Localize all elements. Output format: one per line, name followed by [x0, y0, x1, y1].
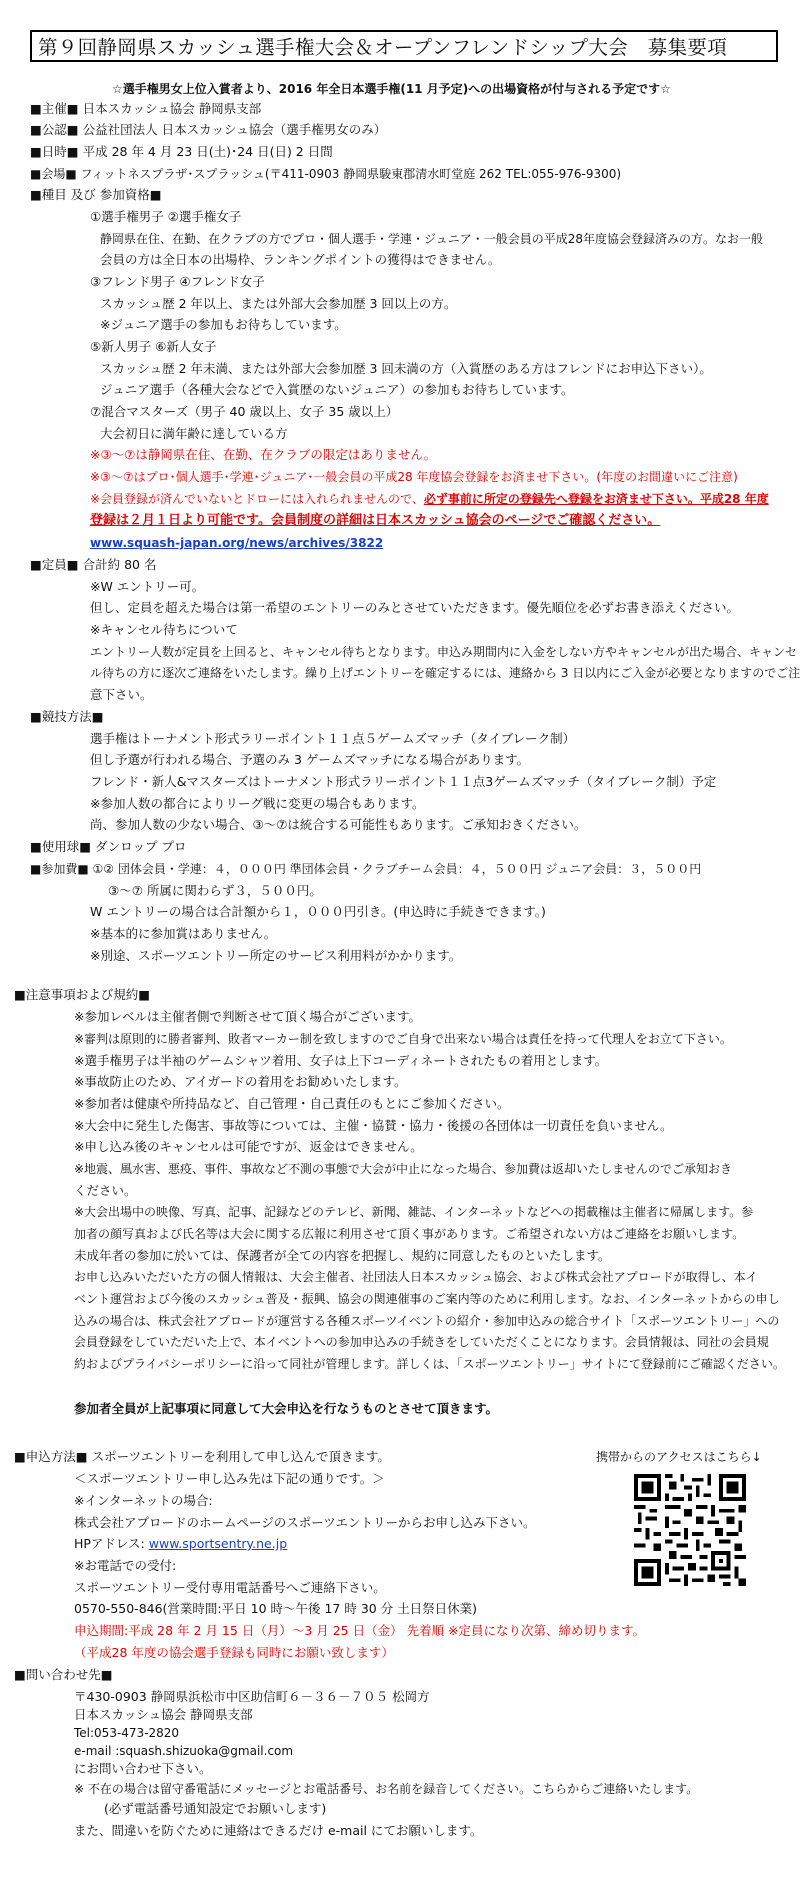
category-2-desc: ※ジュニア選手の参加もお待ちしています。 [100, 317, 347, 332]
contact-line: また、間違いを防ぐために連絡はできるだけ e-mail にてお願いします。 [74, 1823, 483, 1838]
apply-line: ※お電話での受付: [74, 1558, 177, 1573]
rules-line: 約およびプライバシーポリシーに沿って同社が管理します。詳しくは、「スポーツエントリー」サイトにて登録前にご確認ください。 [74, 1357, 785, 1371]
format-line: 選手権はトーナメント形式ラリーポイント１１点５ゲームズマッチ（タイブレーク制） [90, 731, 576, 746]
capacity-line: エントリー人数が定員を上回ると、キャンセル待ちとなります。申込み期間内に入金をしない方やキャンセルが出た場合、キャンセ [90, 645, 798, 659]
capacity-line: 但し、定員を超えた場合は第一希望のエントリーのみとさせていただきます。優先順位を必ずお書き添えください。 [90, 600, 740, 615]
category-1-title: ①選手権男子 ②選手権女子 [90, 209, 242, 224]
rules-line: ※事故防止のため、アイガードの着用をお勧めいたします。 [74, 1074, 407, 1089]
page-title-text: 第９回静岡県スカッシュ選手権大会＆オープンフレンドシップ大会 募集要項 [38, 36, 728, 59]
capacity-line: ※キャンセル待ちについて [90, 622, 238, 637]
rules-line: 会員登録をしていただいた上で、本イベントへの参加申込みの手続きをしていただくことになります。会員情報は、同社の会員規 [74, 1335, 769, 1349]
rules-line: ※大会中に発生した傷害、事故等については、主催・協賛・協力・後援の各団体は一切責任を負いません。 [74, 1118, 673, 1133]
rules-line: ※選手権男子は半袖のゲームシャツ着用、女子は上下コーディネートされたもの着用とします。 [74, 1053, 608, 1068]
category-4-title: ⑦混合マスターズ（男子 40 歳以上、女子 35 歳以上） [90, 404, 399, 419]
category-2-title: ③フレンド男子 ④フレンド女子 [90, 274, 265, 289]
ball-line: ■使用球■ ダンロップ プロ [30, 839, 187, 854]
contact-header: ■問い合わせ先■ [14, 1667, 113, 1682]
category-4-desc: 大会初日に満年齢に達している方 [100, 426, 288, 441]
fee-line: ③～⑦ 所属に関わらず３，５００円。 [108, 883, 322, 898]
category-2-desc: スカッシュ歴 2 年以上、または外部大会参加歴 3 回以上の方。 [100, 296, 457, 311]
contact-email[interactable]: e-mail :squash.shizuoka@gmail.com [74, 1744, 294, 1758]
apply-line: 0570-550-846(営業時間:平日 10 時～午後 17 時 30 分 土日祭日休業) [74, 1601, 478, 1616]
category-note: ※③～⑦は静岡県在住、在勤、在クラブの限定はありません。 [90, 447, 437, 462]
rules-line: ください。 [74, 1183, 137, 1198]
apply-line: 株式会社アプロードのホームページのスポーツエントリーからお申し込み下さい。 [74, 1515, 536, 1530]
apply-line: スポーツエントリー受付専用電話番号へご連絡下さい。 [74, 1580, 386, 1595]
contact-phone: Tel:053-473-2820 [74, 1726, 180, 1740]
capacity-header: ■定員■ 合計約 80 名 [30, 557, 157, 572]
format-line: フレンド・新人&マスターズはトーナメント形式ラリーポイント１１点3ゲームズマッチ（タイブレーク制）予定 [90, 774, 717, 789]
organizer-line: ■主催■ 日本スカッシュ協会 静岡県支部 [30, 101, 262, 116]
rules-line: 込みの場合は、株式会社アプロードが運営する各種スポーツイベントの紹介・参加申込みの総合サイト「スポーツエントリー」への [74, 1314, 780, 1328]
rules-line: ※大会出場中の映像、写真、記事、記録などのテレビ、新聞、雑誌、インターネットなどへの掲載権は主催者に帰属します。参 [74, 1205, 754, 1219]
page-title [30, 30, 778, 62]
hp-address-line [74, 1535, 287, 1553]
format-line: ※参加人数の都合によりリーグ戦に変更の場合もあります。 [90, 796, 425, 811]
category-note: ※③～⑦はプロ･個人選手･学連･ジュニア･一般会員の平成28 年度協会登録をお済ませ下さい。(年度のお間違いにご注意) [90, 470, 738, 484]
rules-line: ※参加レベルは主催者側で判断させて頂く場合がございます。 [74, 1009, 421, 1024]
fee-line: ※基本的に参加賞はありません。 [90, 926, 277, 941]
apply-line: ＜スポーツエントリー申し込み先は下記の通りです。＞ [74, 1471, 385, 1486]
rules-line: お申し込みいただいた方の個人情報は、大会主催者、社団法人日本スカッシュ協会、および株式会社アプロードが取得し、本イ [74, 1270, 758, 1284]
category-3-desc: ジュニア選手（各種大会などで入賞歴のないジュニア）の参加もお待ちしています。 [100, 382, 574, 397]
capacity-line: 意下さい。 [90, 687, 153, 702]
jsa-link[interactable]: www.squash-japan.org/news/archives/3822 [90, 536, 384, 550]
category-1-desc: 会員の方は全日本の出場枠、ランキングポイントの獲得はできません。 [100, 252, 501, 267]
contact-line: 〒430-0903 静岡県浜松市中区助信町６－３６－７０５ 松岡方 [74, 1689, 430, 1704]
rules-line: ※地震、風水害、悪疫、事件、事故など不測の事態で大会が中止になった場合、参加費は返却いたしませんのでご承知おき [74, 1162, 733, 1176]
contact-line: (必ず電話番号通知設定でお願いします) [104, 1801, 327, 1816]
category-3-title: ⑤新人男子 ⑥新人女子 [90, 339, 217, 354]
rules-line: ※申し込み後のキャンセルは可能ですが、返金はできません。 [74, 1139, 423, 1154]
hp-address-label: HPアドレス: [74, 1536, 149, 1551]
qr-caption: 携帯からのアクセスはこちら↓ [596, 1450, 762, 1464]
rules-header: ■注意事項および規約■ [14, 987, 151, 1002]
contact-line: ※ 不在の場合は留守番電話にメッセージとお電話番号、お名前を録音してください。こちらからご連絡いたします。 [74, 1782, 699, 1796]
venue-line: ■会場■ フィットネスプラザ･スプラッシュ(〒411-0903 静岡県駿東郡清水町堂庭 262 TEL:055-976-9300) [30, 167, 622, 181]
fee-line: ■参加費■ ①② 団体会員・学連：４，０００円 準団体会員・クラブチーム会員：４，５００円 ジュニア会員：３，５００円 [30, 862, 702, 876]
category-note-emphasis: 必ず事前に所定の登録先へ登録をお済ませ下さい。平成28 年度 [423, 492, 769, 506]
category-note [90, 490, 769, 508]
format-line: 但し予選が行われる場合、予選のみ 3 ゲームズマッチになる場合があります。 [90, 752, 530, 767]
sanction-line: ■公認■ 公益社団法人 日本スカッシュ協会（選手権男女のみ） [30, 122, 387, 137]
category-note-emphasis: 登録は２月１日より可能です。会員制度の詳細は日本スカッシュ協会のページでご確認ください。 [90, 513, 661, 528]
capacity-line: ル待ちの方に逐次ご連絡をいたします。繰り上げエントリーを確定するには、連絡から 3 日以内にご入金が必要となりますのでご注 [90, 666, 800, 680]
apply-note: （平成28 年度の協会選手登録も同時にお願い致します） [74, 1645, 394, 1660]
agreement-statement: 参加者全員が上記事項に同意して大会申込を行なうものとさせて頂きます。 [74, 1401, 499, 1416]
apply-period: 申込期間:平成 28 年 2 月 15 日（月）～3 月 25 日（金） 先着順 ※定員になり次第、締め切ります。 [74, 1623, 646, 1638]
sportsentry-link[interactable]: www.sportsentry.ne.jp [148, 1536, 288, 1551]
rules-line: ※参加者は健康や所持品など、自己管理・自己責任のもとにご参加ください。 [74, 1096, 510, 1111]
apply-line: ※インターネットの場合: [74, 1493, 213, 1508]
category-note-text: ※会員登録が済んでいないとドローには入れられませんので、 [90, 492, 424, 506]
apply-header: ■申込方法■ スポーツエントリーを利用して申し込んで頂きます。 [14, 1449, 390, 1464]
date-line: ■日時■ 平成 28 年 4 月 23 日(土)･24 日(日) 2 日間 [30, 144, 333, 159]
qr-code-icon[interactable] [634, 1474, 746, 1586]
rules-line: ※審判は原則的に勝者審判、敗者マーカー制を致しますのでご自身で出来ない場合は責任を持って代理人をお立て下さい。 [74, 1032, 732, 1046]
contact-line: にお問い合わせ下さい。 [74, 1761, 212, 1776]
category-3-desc: スカッシュ歴 2 年未満、または外部大会参加歴 3 回未満の方（入賞歴のある方はフレンドにお申込下さい）。 [100, 361, 712, 376]
rules-line: ベント運営および今後のスカッシュ普及・振興、協会の関連催事のご案内等のために利用します。なお、インターネットからの申し [74, 1292, 780, 1306]
notice-line: ☆選手権男女上位入賞者より、2016 年全日本選手権(11 月予定)への出場資格が付与される予定です☆ [112, 82, 671, 96]
rules-line: 未成年者の参加に於いては、保護者が全ての内容を把握し、規約に同意したものといたします。 [74, 1248, 611, 1263]
category-1-desc: 静岡県在住、在勤、在クラブの方でプロ・個人選手・学連・ジュニア・一般会員の平成28年度協会登録済みの方。なお一般 [100, 232, 764, 246]
fee-line: ※別途、スポーツエントリー所定のサービス利用料がかかります。 [90, 948, 462, 963]
categories-header: ■種目 及び 参加資格■ [30, 187, 162, 202]
contact-line: 日本スカッシュ協会 静岡県支部 [74, 1707, 253, 1722]
rules-line: 加者の顔写真および氏名等は大会に関する広報に利用させて頂く事があります。ご希望されない方はご連絡をお願いします。 [74, 1227, 745, 1241]
fee-line: W エントリーの場合は合計額から１，０００円引き。(申込時に手続きできます。) [90, 904, 546, 919]
capacity-line: ※W エントリー可。 [90, 579, 205, 594]
format-line: 尚、参加人数の少ない場合、③～⑦は統合する可能性もあります。ご承知おきください。 [90, 817, 587, 832]
format-header: ■競技方法■ [30, 709, 104, 724]
